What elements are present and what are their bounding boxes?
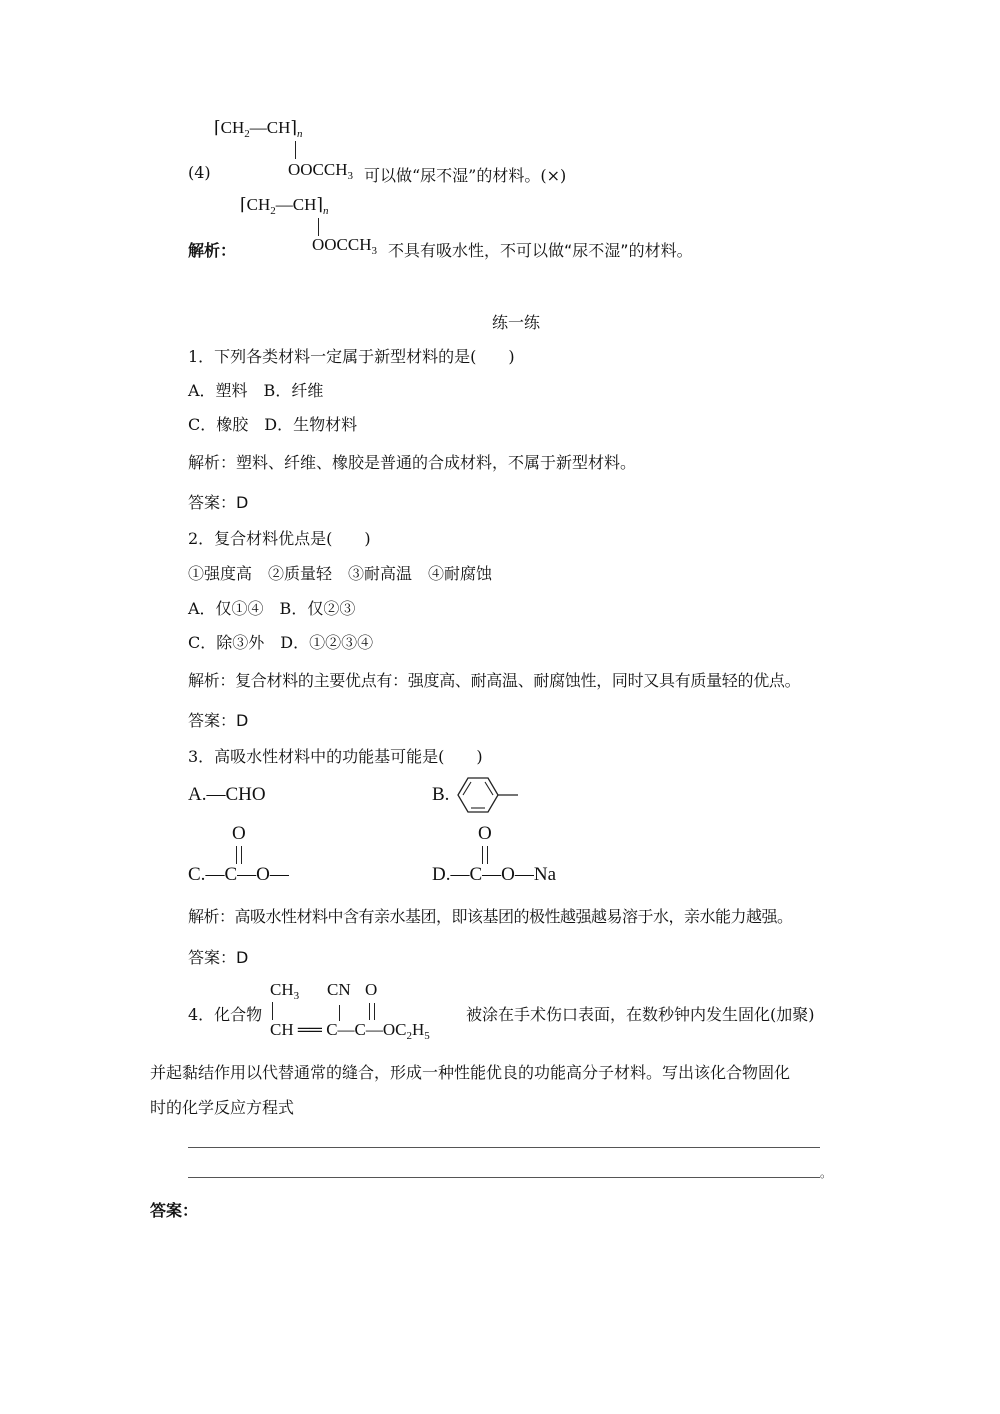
subscript: 3 [347, 170, 354, 182]
subscript: 2 [244, 128, 250, 140]
q4-stem-suffix: 被涂在手术伤口表面，在数秒钟内发生固化(加聚) [466, 1005, 815, 1024]
ester-chain: —C—O— [205, 864, 289, 885]
q1-options-ab: A．塑料 B．纤维 [188, 381, 324, 400]
compound-cn: CN [327, 980, 351, 999]
bond: — [249, 118, 267, 137]
polymer-bond-vertical [318, 218, 319, 236]
item4-analysis: 不具有吸水性，不可以做“尿不湿”的材料。 [388, 241, 693, 260]
polymer-ch: CH [266, 118, 291, 137]
q3-option-b [432, 784, 449, 806]
cn-bond [339, 1005, 340, 1021]
q1-answer: 答案：D [188, 493, 249, 512]
polymer-open-bracket: ⌈ [214, 118, 221, 137]
answer-blank-line-2[interactable] [188, 1177, 820, 1178]
q3-option-a [188, 784, 266, 806]
item4-number: (4) [188, 163, 211, 182]
side-group-text: OOCCH [288, 160, 348, 179]
polymer-ch2: CH [220, 118, 245, 137]
subscript: 3 [293, 990, 300, 1002]
option-label: B. [432, 784, 450, 805]
polymer-close-bracket: ⌉ [316, 195, 324, 214]
polymer-close-bracket: ⌉ [290, 118, 298, 137]
compound-carbonyl-o: O [365, 980, 378, 999]
q1-analysis: 解析：塑料、纤维、橡胶是普通的合成材料，不属于新型材料。 [188, 453, 637, 472]
section-title: 练一练 [492, 313, 541, 332]
polymer-formula-1 [214, 118, 303, 140]
q3-answer: 答案：D [188, 948, 249, 967]
q2-options-cd: C．除③外 D．①②③④ [188, 633, 374, 652]
option-label: C. [188, 864, 206, 885]
polymer-side-group [312, 235, 377, 257]
q3-option-c [188, 864, 289, 886]
q4-stem-line2: 并起黏结作用以代替通常的缝合，形成一种性能优良的功能高分子材料。写出该化合物固化 [150, 1063, 791, 1082]
item4-statement: 可以做“尿不湿”的材料。(×) [364, 166, 567, 185]
double-bond [236, 846, 242, 864]
carbonyl-double-bond [369, 1003, 375, 1020]
main-chain-text: CH ══ C—C—OC [270, 1020, 407, 1039]
q2-analysis: 解析：复合材料的主要优点有：强度高、耐高温、耐腐蚀性，同时又具有质量轻的优点。 [188, 671, 801, 690]
q3-option-d-oxygen: O [478, 823, 492, 844]
ch3-bond [272, 1002, 273, 1020]
subscript: 2 [406, 1030, 412, 1042]
q2-stem: 2．复合材料优点是( ) [188, 529, 371, 548]
polymer-open-bracket: ⌈ [240, 195, 247, 214]
q4-stem-line3: 时的化学反应方程式 [150, 1098, 295, 1117]
subscript: 3 [371, 245, 378, 257]
carboxylate-chain: —C—O—Na [450, 864, 557, 885]
double-bond [482, 846, 488, 864]
q3-option-c-oxygen: O [232, 823, 246, 844]
repeat-n: n [323, 205, 329, 217]
compound-main-chain [270, 1020, 430, 1042]
q3-analysis: 解析：高吸水性材料中含有亲水基团，即该基团的极性越强越易溶于水，亲水能力越强。 [188, 907, 793, 926]
q4-answer-label: 答案： [150, 1201, 199, 1220]
repeat-n: n [297, 128, 303, 140]
subscript: 5 [424, 1030, 430, 1042]
polymer-side-group [288, 160, 353, 182]
polymer-ch2: CH [246, 195, 271, 214]
ch3-text: CH [270, 980, 294, 999]
q4-stem-prefix: 4．化合物 [188, 1005, 263, 1024]
q3-stem: 3．高吸水性材料中的功能基可能是( ) [188, 747, 483, 766]
q1-options-cd: C．橡胶 D．生物材料 [188, 415, 358, 434]
compound-ch3 [270, 980, 299, 1002]
option-label: A. [188, 784, 207, 805]
h-text: H [412, 1020, 425, 1039]
q2-answer: 答案：D [188, 711, 249, 730]
q2-options-ab: A．仅①④ B．仅②③ [188, 599, 356, 618]
bond: — [275, 195, 293, 214]
analysis-label: 解析： [188, 241, 237, 260]
polymer-bond-vertical [295, 141, 296, 159]
q2-items: ①强度高 ②质量轻 ③耐高温 ④耐腐蚀 [188, 564, 493, 583]
polymer-formula-2 [240, 195, 329, 217]
polymer-ch: CH [292, 195, 317, 214]
blank-end-punct: 。 [820, 1166, 833, 1180]
benzene-hexagon [458, 778, 498, 812]
functional-group-cho: —CHO [206, 784, 266, 805]
option-label: D. [432, 864, 451, 885]
benzene-ring-icon [452, 775, 522, 815]
answer-blank-line-1[interactable] [188, 1147, 820, 1148]
subscript: 2 [270, 205, 276, 217]
q3-option-d [432, 864, 556, 886]
q1-stem: 1．下列各类材料一定属于新型材料的是( ) [188, 347, 515, 366]
side-group-text: OOCCH [312, 235, 372, 254]
